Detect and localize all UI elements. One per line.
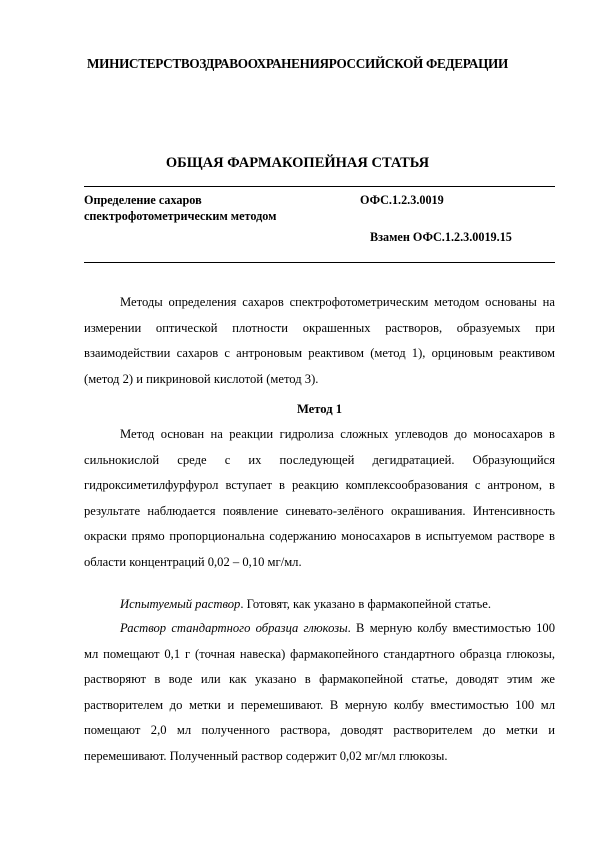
header-rule-top	[84, 186, 555, 187]
intro-paragraph: Методы определения сахаров спектрофотометрическим методом основаны на измерении оптической плотности окрашенных растворов, образуемых при взаимодействии сахаров с антроновым реактивом (метод 1), орциновым реактивом (метод 2) и пикриновой кислотой (метод 3).	[84, 295, 555, 386]
replaces-code: Взамен ОФС.1.2.3.0019.15	[370, 230, 512, 244]
standard-solution-text: . В мерную колбу вместимостью 100 мл помещают 0,1 г (точная навеска) фармакопейного стандартного образца глюкозы, растворяют в воде или как указано в фармакопейной статье, доводят этим же растворителем до метки и перемешивают. В мерную колбу вместимостью 100 мл помещают 2,0 мл полученного раствора, доводят растворителем до метки и перемешивают. Полученный раствор содержит 0,02 мг/мл глюкозы.	[84, 621, 555, 763]
method-1-paragraph: Метод основан на реакции гидролиза сложных углеводов до моносахаров в сильнокислой среде с их последующей дегидратацией. Образующийся гидроксиметилфурфурол вступает в реакцию комплексообразования с антроном, в результате наблюдается появление синевато-зелёного окрашивания. Интенсивность окраски прямо пропорциональна содержанию моносахаров в испытуемом растворе в области концентраций 0,02 – 0,10 мг/мл.	[84, 427, 555, 569]
method-1-heading: Метод 1	[296, 402, 343, 416]
standard-solution-label: Раствор стандартного образца глюкозы	[120, 621, 348, 635]
subject-line-2: спектрофотометрическим методом	[84, 209, 277, 223]
document-code: ОФС.1.2.3.0019	[360, 193, 444, 207]
test-solution-text: . Готовят, как указано в фармакопейной статье.	[240, 597, 492, 611]
subject-line-1: Определение сахаров	[84, 193, 202, 207]
article-type-title: ОБЩАЯ ФАРМАКОПЕЙНАЯ СТАТЬЯ	[165, 155, 430, 171]
document-subject	[84, 192, 276, 224]
test-solution-label: Испытуемый раствор	[120, 597, 241, 611]
header-rule-bottom	[84, 262, 555, 263]
ministry-title: МИНИСТЕРСТВОЗДРАВООХРАНЕНИЯРОССИЙСКОЙ ФЕДЕРАЦИИ	[87, 56, 508, 71]
test-solution-paragraph	[84, 592, 555, 618]
standard-solution-paragraph	[84, 616, 555, 769]
